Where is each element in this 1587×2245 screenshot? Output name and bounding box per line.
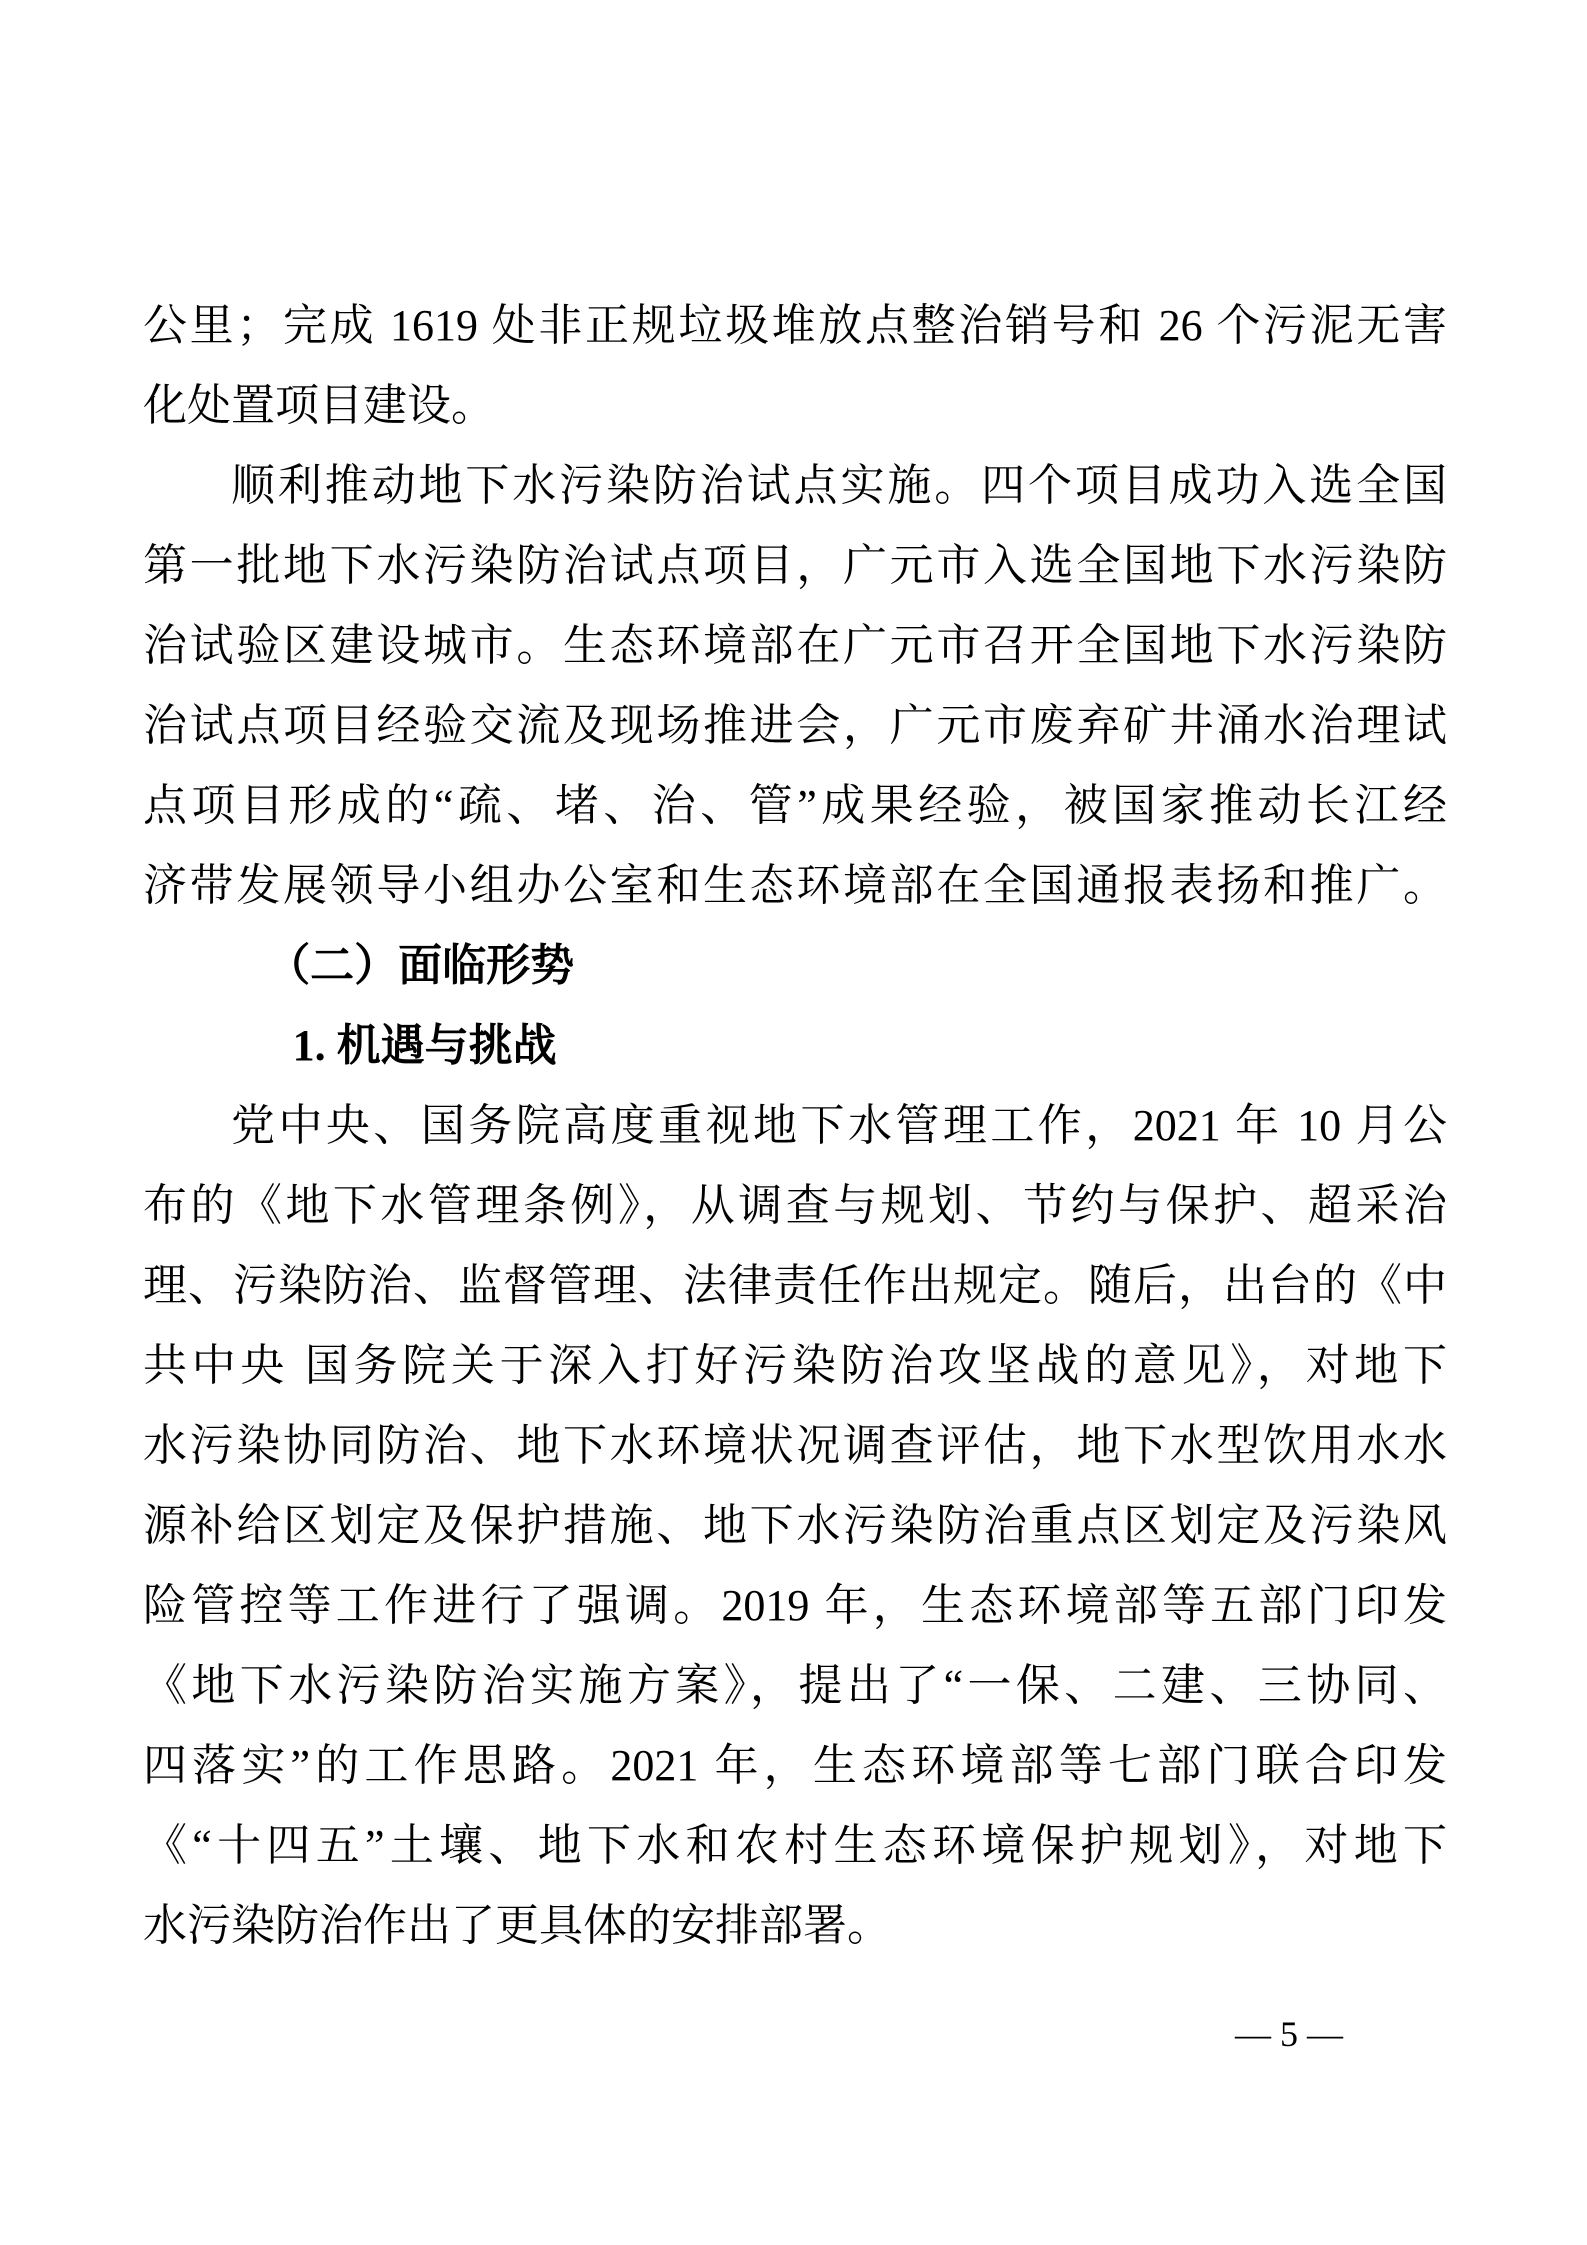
document-text-line: 水污染防治作出了更具体的安排部署。 <box>143 1901 891 1950</box>
page-number: — 5 — <box>1235 2014 1343 2054</box>
document-text-line: 治试验区建设城市。生态环境部在广元市召开全国地下水污染防 <box>143 621 1447 670</box>
document-text-line: 第一批地下水污染防治试点项目，广元市入选全国地下水污染防 <box>143 541 1447 590</box>
document-text-line: 顺利推动地下水污染防治试点实施。四个项目成功入选全国 <box>231 461 1447 510</box>
document-text-line: 布的《地下水管理条例》，从调查与规划、节约与保护、超采治 <box>143 1181 1447 1230</box>
document-text-line: 治试点项目经验交流及现场推进会，广元市废弃矿井涌水治理试 <box>143 701 1447 750</box>
document-text-line: 共中央 国务院关于深入打好污染防治攻坚战的意见》，对地下 <box>143 1341 1447 1390</box>
subsection-heading: 1. 机遇与挑战 <box>292 1021 557 1070</box>
document-text-line: 党中央、国务院高度重视地下水管理工作，2021 年 10 月公 <box>231 1101 1447 1150</box>
document-text-line: 水污染协同防治、地下水环境状况调查评估，地下水型饮用水水 <box>143 1421 1447 1470</box>
document-text-line: 理、污染防治、监督管理、法律责任作出规定。随后，出台的《中 <box>143 1261 1447 1310</box>
document-text-line: 源补给区划定及保护措施、地下水污染防治重点区划定及污染风 <box>143 1501 1447 1550</box>
document-text-line: 《地下水污染防治实施方案》，提出了“一保、二建、三协同、 <box>143 1661 1447 1710</box>
document-text-line: 公里；完成 1619 处非正规垃圾堆放点整治销号和 26 个污泥无害 <box>143 301 1447 350</box>
document-text-line: 点项目形成的“疏、堵、治、管”成果经验，被国家推动长江经 <box>143 781 1447 830</box>
document-text-line: 四落实”的工作思路。2021 年，生态环境部等七部门联合印发 <box>143 1741 1447 1790</box>
section-heading: （二）面临形势 <box>266 941 575 990</box>
document-text-line: 险管控等工作进行了强调。2019 年，生态环境部等五部门印发 <box>143 1581 1447 1630</box>
document-text-line: 《“十四五”土壤、地下水和农村生态环境保护规划》，对地下 <box>143 1821 1447 1870</box>
document-text-line: 济带发展领导小组办公室和生态环境部在全国通报表扬和推广。 <box>143 861 1447 910</box>
document-text-line: 化处置项目建设。 <box>143 381 495 430</box>
text-block <box>143 286 1447 1966</box>
